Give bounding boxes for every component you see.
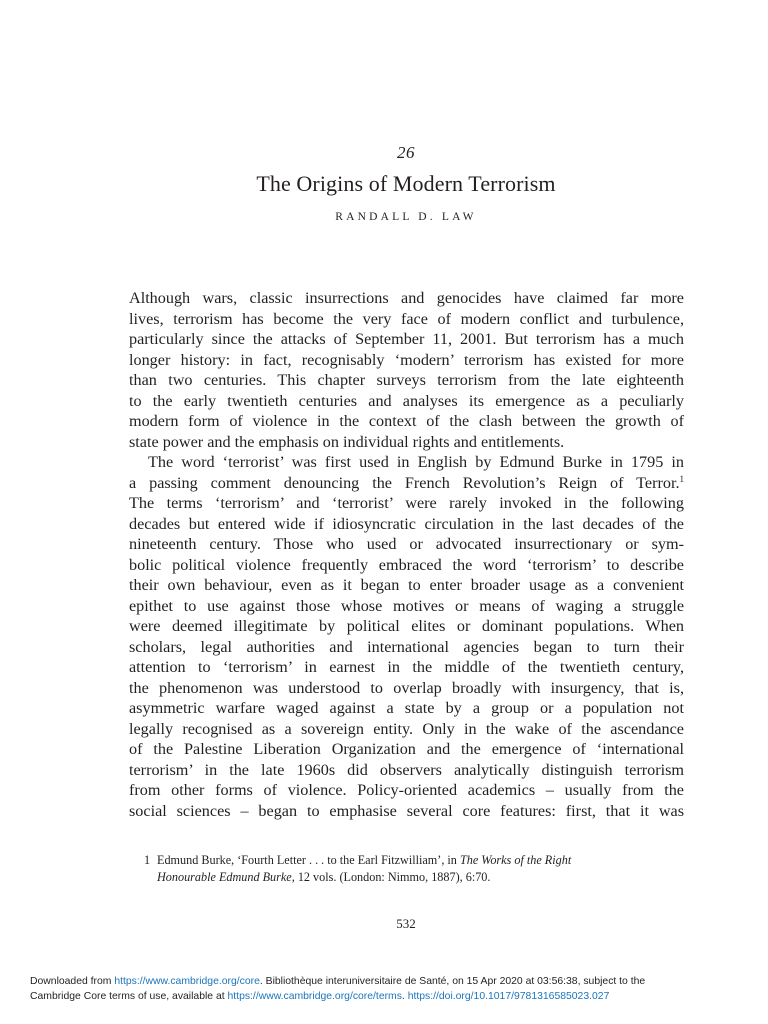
- link-separator: .: [401, 991, 408, 1002]
- footnote: [144, 852, 684, 885]
- footnote-marker[interactable]: 1: [679, 473, 684, 484]
- body-line: asymmetric warfare waged against a state by a group or a population not: [129, 699, 684, 717]
- terms-prefix: Cambridge Core terms of use, available at: [30, 991, 228, 1002]
- body-line: their own behaviour, even as it began to enter broader usage as a convenient: [129, 576, 684, 594]
- body-line: the phenomenon was understood to overlap broadly with insurgency, that is,: [129, 678, 684, 697]
- footnote-line: [144, 852, 684, 869]
- download-prefix: Downloaded from: [30, 976, 115, 987]
- body-text: [129, 288, 684, 821]
- body-line: bolic political violence frequently embraced the word ‘terrorism’ to describe: [129, 555, 684, 574]
- body-line: social sciences – began to emphasise several core features: first, that it was: [129, 801, 684, 820]
- body-line: longer history: in fact, recognisably ‘modern’ terrorism has existed for more: [129, 350, 684, 369]
- terms-link[interactable]: https://www.cambridge.org/core/terms: [227, 991, 402, 1002]
- body-line: epithet to use against those whose motives or means of waging a struggle: [129, 596, 684, 615]
- body-line: The word ‘terrorist’ was first used in English by Edmund Burke in 1795 in: [148, 453, 684, 471]
- body-line: particularly since the attacks of September 11, 2001. But terrorism has a much: [129, 330, 684, 348]
- doi-link[interactable]: https://doi.org/10.1017/9781316585023.027: [407, 991, 610, 1002]
- body-line: than two centuries. This chapter surveys terrorism from the late eighteenth: [129, 371, 684, 389]
- body-line: Although wars, classic insurrections and genocides have claimed far more: [129, 289, 684, 307]
- body-line: lives, terrorism has become the very face of modern conflict and turbulence,: [129, 309, 684, 328]
- body-line: of the Palestine Liberation Organization and the emergence of ‘international: [129, 740, 684, 758]
- body-line: state power and the emphasis on individual rights and entitlements.: [129, 432, 565, 451]
- body-line-text: a passing comment denouncing the French Revolution’s Reign of Terror.: [129, 473, 680, 492]
- download-notice-line: [30, 974, 760, 989]
- footnote-line: [144, 869, 684, 886]
- page-number: 532: [396, 916, 416, 931]
- body-line: terrorism’ in the late 1960s did observers analytically distinguish terrorism: [129, 760, 684, 779]
- footnote-work-title-cont: Honourable Edmund Burke: [157, 869, 292, 884]
- cambridge-core-link[interactable]: https://www.cambridge.org/core: [114, 976, 260, 987]
- body-line: attention to ‘terrorism’ in earnest in the middle of the twentieth century,: [129, 658, 684, 676]
- body-line: were deemed illegitimate by political elites or dominant populations. When: [129, 617, 684, 635]
- chapter-number: 26: [397, 143, 415, 162]
- body-line: scholars, legal authorities and international agencies began to turn their: [129, 637, 684, 656]
- body-line: The terms ‘terrorism’ and ‘terrorist’ were rarely invoked in the following: [129, 494, 684, 512]
- footnote-work-title: The Works of the Right: [459, 853, 572, 867]
- footnote-number: 1: [144, 853, 151, 867]
- chapter-title: The Origins of Modern Terrorism: [256, 171, 556, 196]
- body-line-with-footnote: [129, 473, 684, 494]
- body-line: modern form of violence in the context of the clash between the growth of: [129, 412, 684, 430]
- body-line: decades but entered wide if idiosyncratic circulation in the last decades of the: [129, 514, 684, 533]
- body-line: to the early twentieth centuries and analyses its emergence as a peculiarly: [129, 391, 684, 410]
- download-notice-line: [30, 989, 760, 1004]
- footnote-text: , 12 vols. (London: Nimmo, 1887), 6:70.: [291, 869, 491, 884]
- download-details: . Bibliothèque interuniversitaire de Santé, on 15 Apr 2020 at 03:56:38, subject to the: [259, 976, 646, 987]
- chapter-author: RANDALL D. LAW: [335, 211, 477, 223]
- download-notice: [30, 974, 760, 1004]
- body-line: nineteenth century. Those who used or advocated insurrectionary or sym-: [129, 535, 684, 553]
- body-line: from other forms of violence. Policy-oriented academics – usually from the: [129, 781, 684, 799]
- footnote-text: Edmund Burke, ‘Fourth Letter . . . to the Earl Fitzwilliam’, in: [157, 853, 460, 867]
- body-line: legally recognised as a sovereign entity. Only in the wake of the ascendance: [129, 719, 684, 738]
